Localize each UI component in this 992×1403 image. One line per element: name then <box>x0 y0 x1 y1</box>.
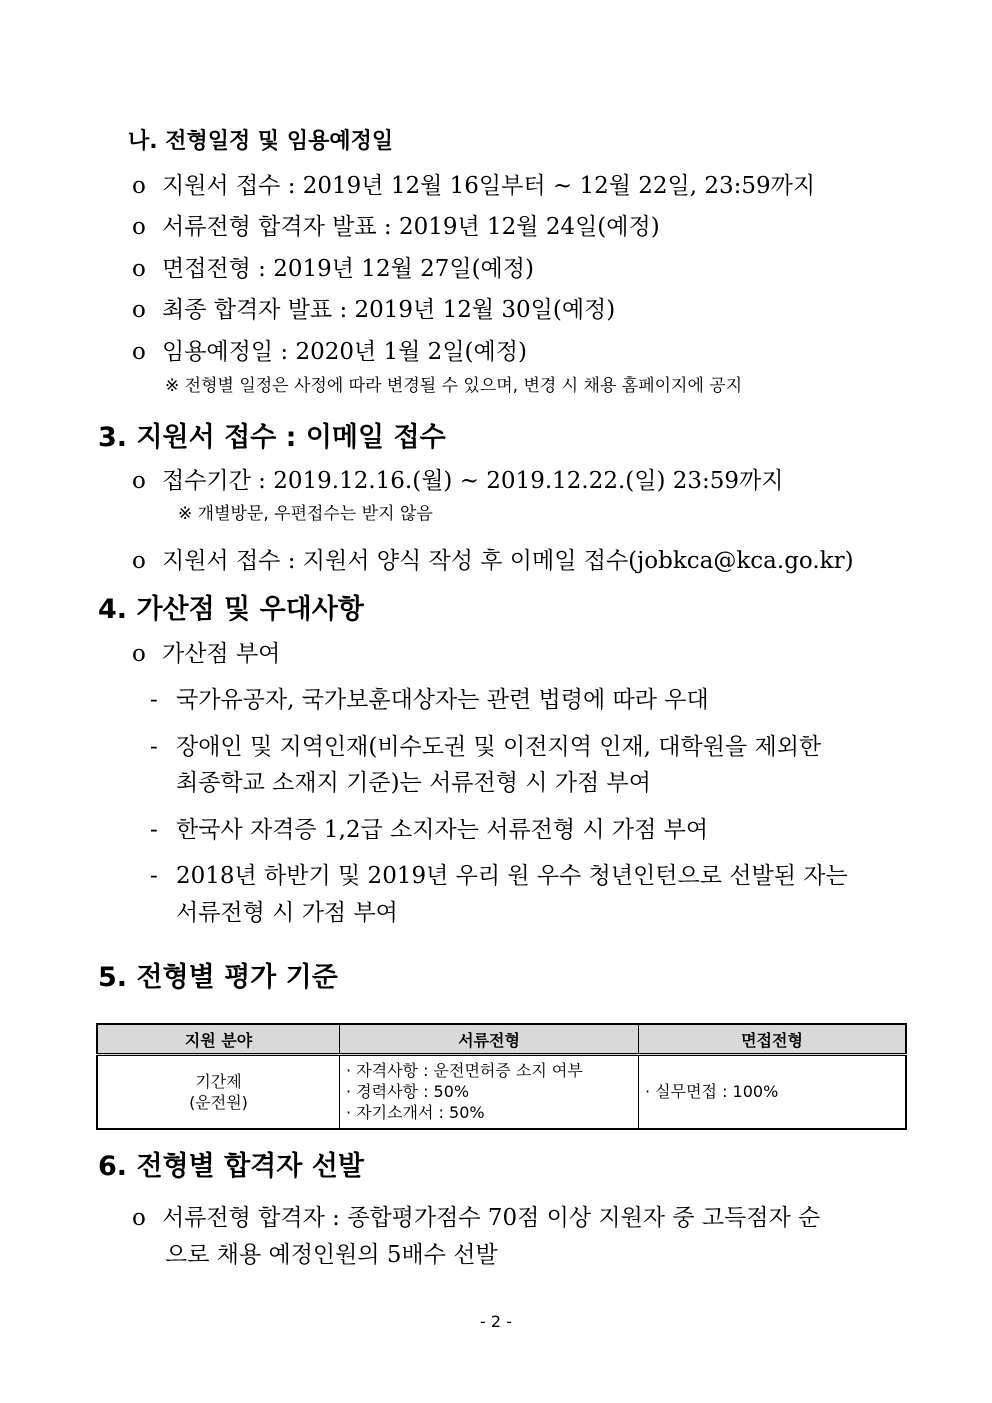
page-number: - 2 - <box>480 1312 512 1331</box>
table-header-field: 지원 분야 <box>97 1024 340 1055</box>
application-period: o 접수기간 : 2019.12.16.(월) ~ 2019.12.22.(일) 23:59까지 <box>132 468 784 494</box>
evaluation-table <box>96 1023 907 1130</box>
field-cell: 기간제 (운전원) <box>97 1055 340 1129</box>
section6-heading: 6. 전형별 합격자 선발 <box>98 1151 364 1182</box>
bullet-icon: o <box>132 297 146 323</box>
schedule-item: o 지원서 접수 : 2019년 12월 16일부터 ~ 12월 22일, 23:59까지 <box>132 173 816 199</box>
schedule-item: o 면접전형 : 2019년 12월 27일(예정) <box>132 256 534 282</box>
interview-criteria-cell: · 실무면접 : 100% <box>639 1055 907 1129</box>
selection-item: o 서류전형 합격자 : 종합평가점수 70점 이상 지원자 중 고득점자 순 <box>132 1205 821 1231</box>
table-header-document: 서류전형 <box>340 1024 639 1055</box>
bullet-icon: o <box>132 548 146 574</box>
bonus-dash-item: - 국가유공자, 국가보훈대상자는 관련 법령에 따라 우대 <box>150 687 709 713</box>
table-header-row <box>97 1024 906 1055</box>
bonus-dash-item-cont: 최종학교 소재지 기준)는 서류전형 시 가점 부여 <box>176 770 651 796</box>
bullet-icon: o <box>132 214 146 240</box>
bonus-dash-item: - 한국사 자격증 1,2급 소지자는 서류전형 시 가점 부여 <box>150 817 709 843</box>
dash-icon: - <box>150 863 158 889</box>
bullet-icon: o <box>132 641 146 667</box>
application-note: ※ 개별방문, 우편접수는 받지 않음 <box>178 504 433 524</box>
selection-item-cont: 으로 채용 예정인원의 5배수 선발 <box>165 1242 498 1268</box>
section5-heading: 5. 전형별 평가 기준 <box>98 962 338 993</box>
dash-icon: - <box>150 687 158 713</box>
application-method: o 지원서 접수 : 지원서 양식 작성 후 이메일 접수(jobkca@kca.go.kr) <box>132 548 854 574</box>
bonus-item: o 가산점 부여 <box>132 641 281 667</box>
schedule-item: o 최종 합격자 발표 : 2019년 12월 30일(예정) <box>132 297 616 323</box>
schedule-note: ※ 전형별 일정은 사정에 따라 변경될 수 있으며, 변경 시 채용 홈페이지에 공지 <box>165 376 743 396</box>
table-header-interview: 면접전형 <box>639 1024 907 1055</box>
section3-heading: 3. 지원서 접수 : 이메일 접수 <box>98 422 446 453</box>
dash-icon: - <box>150 817 158 843</box>
section-na-heading: 나. 전형일정 및 임용예정일 <box>128 129 394 154</box>
schedule-item: o 임용예정일 : 2020년 1월 2일(예정) <box>132 339 527 365</box>
section4-heading: 4. 가산점 및 우대사항 <box>98 594 364 625</box>
document-criteria-cell: · 자격사항 : 운전면허증 소지 여부 · 경력사항 : 50% · 자기소개서 : 50% <box>340 1055 639 1129</box>
dash-icon: - <box>150 734 158 760</box>
schedule-item: o 서류전형 합격자 발표 : 2019년 12월 24일(예정) <box>132 214 660 240</box>
bonus-dash-item: - 장애인 및 지역인재(비수도권 및 이전지역 인재, 대학원을 제외한 <box>150 734 822 760</box>
bullet-icon: o <box>132 339 146 365</box>
bullet-icon: o <box>132 1205 146 1231</box>
bullet-icon: o <box>132 468 146 494</box>
table-row <box>97 1055 906 1129</box>
bonus-dash-item-cont: 서류전형 시 가점 부여 <box>176 900 398 926</box>
bullet-icon: o <box>132 173 146 199</box>
bullet-icon: o <box>132 256 146 282</box>
bonus-dash-item: - 2018년 하반기 및 2019년 우리 원 우수 청년인턴으로 선발된 자는 <box>150 863 848 889</box>
